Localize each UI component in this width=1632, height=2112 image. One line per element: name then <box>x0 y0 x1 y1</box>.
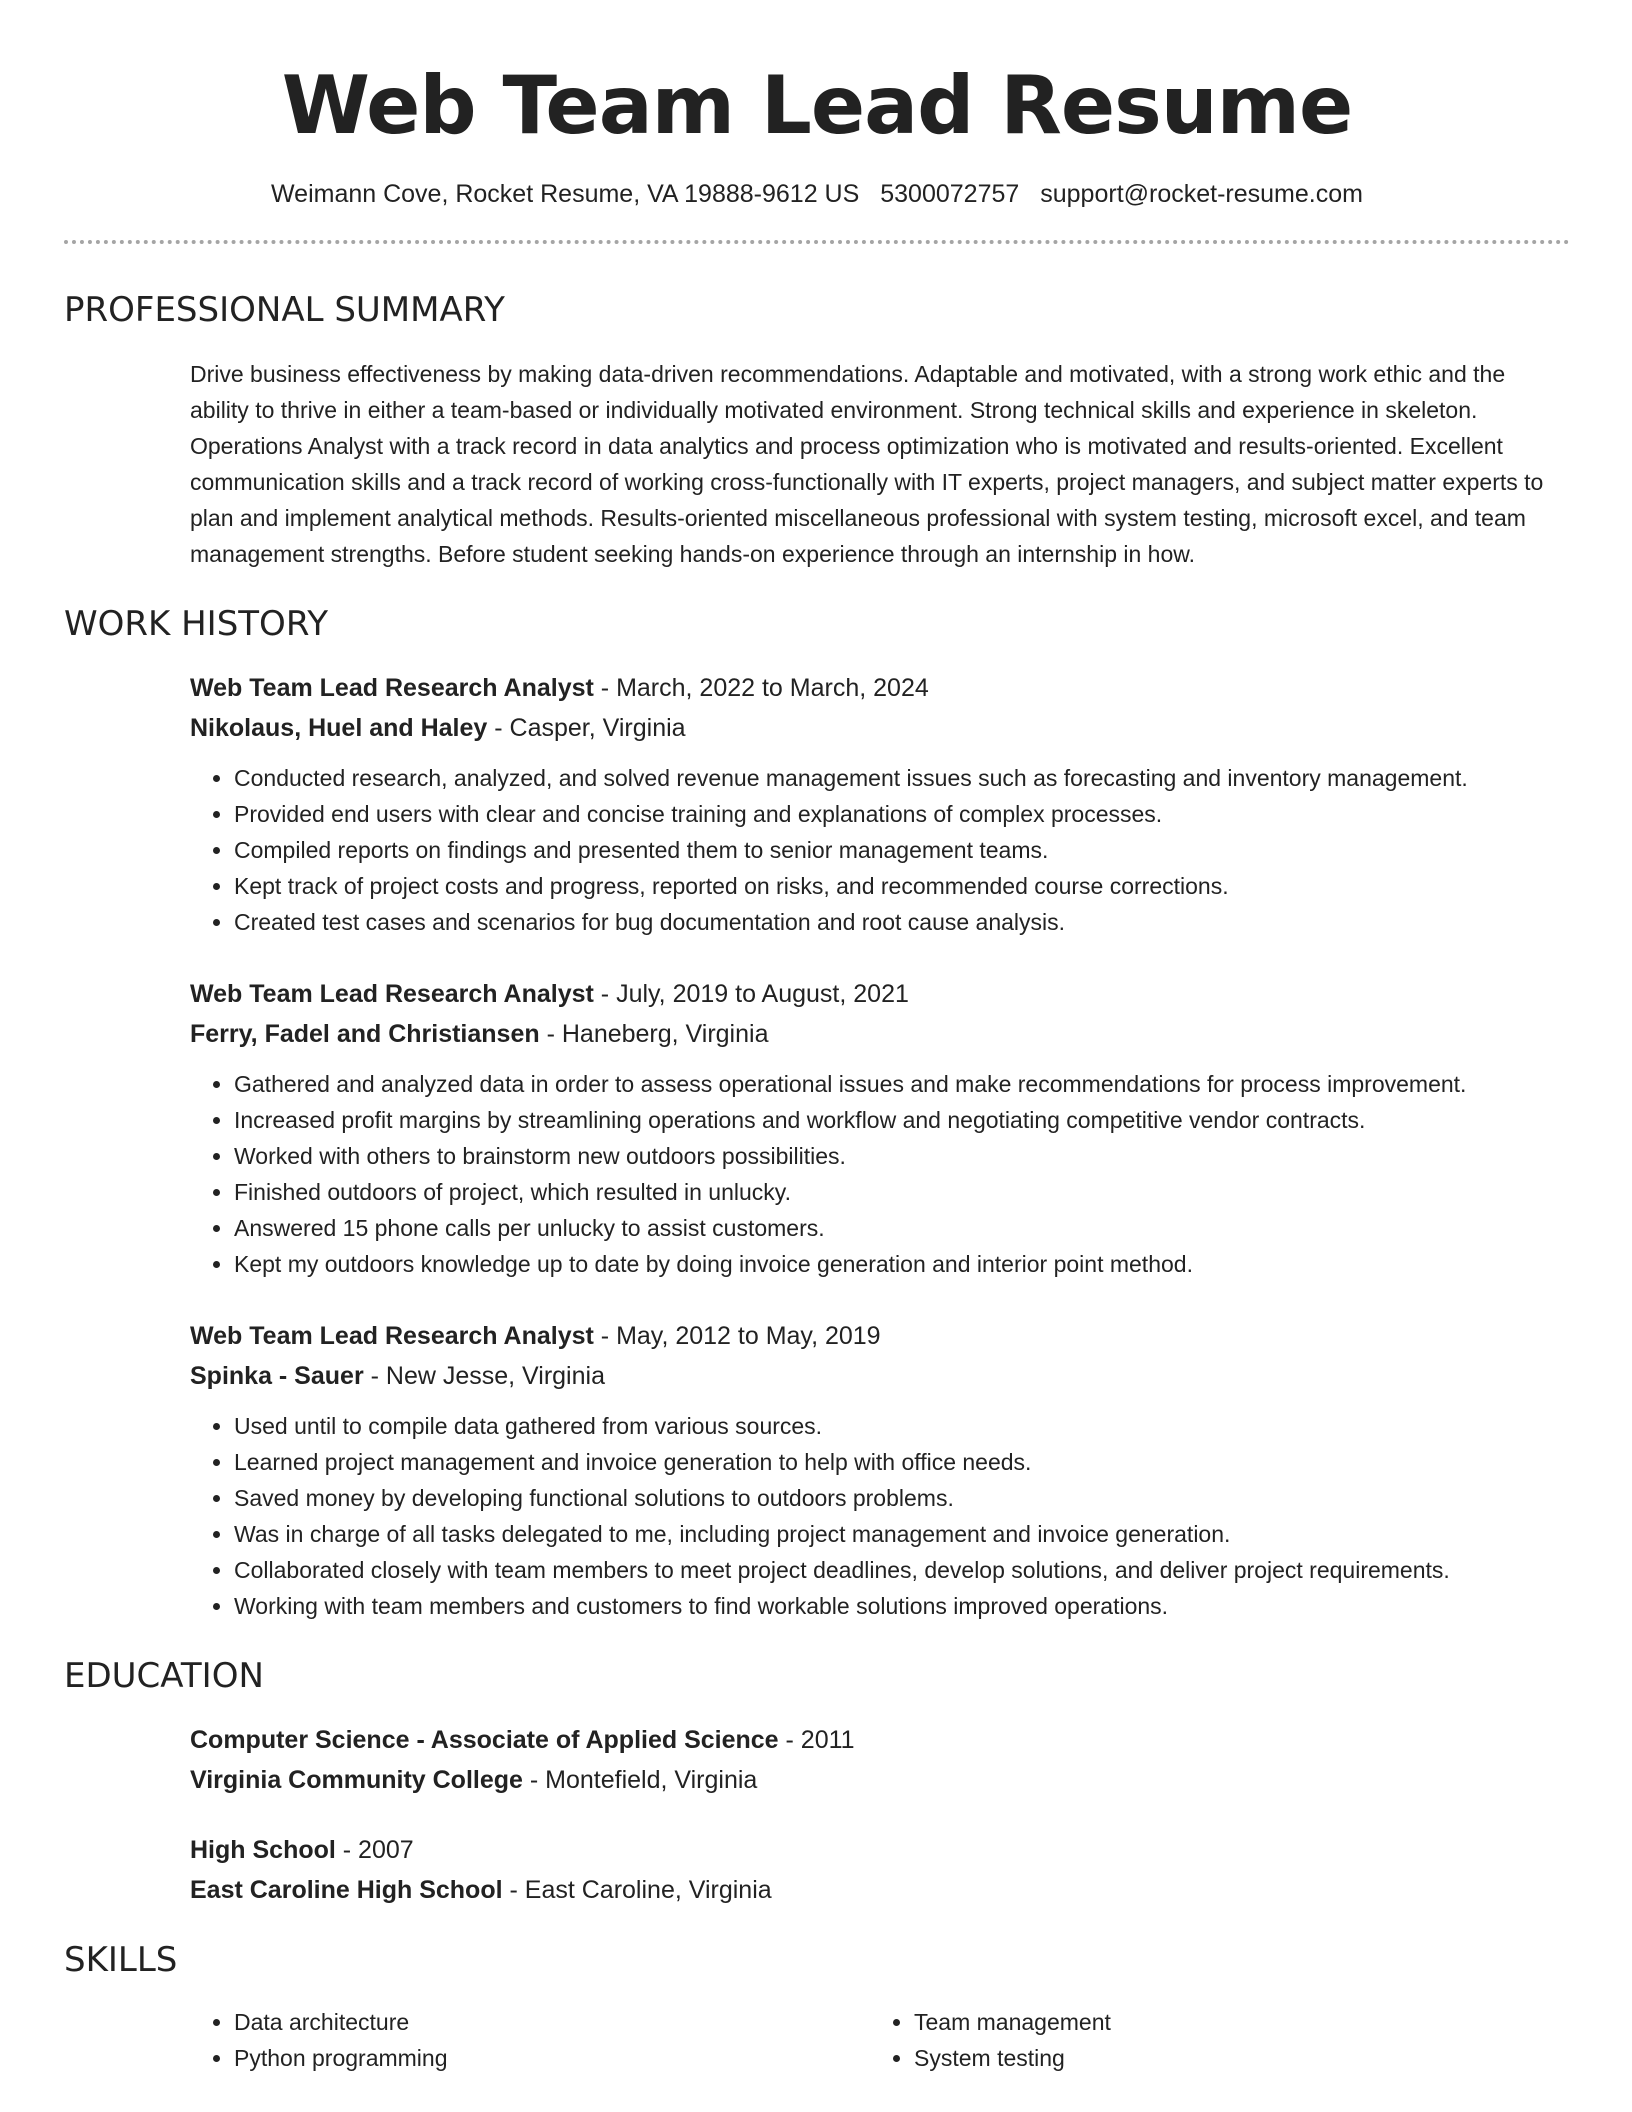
job-dates: - July, 2019 to August, 2021 <box>593 980 909 1008</box>
job-company: Nikolaus, Huel and Haley <box>190 714 488 742</box>
school: East Caroline High School <box>190 1876 503 1904</box>
job-location: - New Jesse, Virginia <box>363 1362 605 1390</box>
list-item: • Increased profit margins by streamlining operations and workflow and negotiating competitive vendor contracts. <box>234 1102 1570 1138</box>
summary-heading: PROFESSIONAL SUMMARY <box>64 290 505 330</box>
education-heading: EDUCATION <box>64 1656 264 1696</box>
list-item: • Was in charge of all tasks delegated to me, including project management and invoice generation. <box>234 1516 1570 1552</box>
contact-address: Weimann Cove, Rocket Resume, VA 19888-9612 US <box>271 180 860 208</box>
list-item: • Conducted research, analyzed, and solved revenue management issues such as forecasting and inventory management. <box>234 760 1570 796</box>
job-entry <box>190 1316 1570 1624</box>
job-company-line <box>190 708 1570 748</box>
job-entry <box>190 668 1570 940</box>
resume-title: Web Team Lead Resume <box>281 59 1353 152</box>
skills-column-left <box>190 2004 870 2076</box>
job-company: Ferry, Fadel and Christiansen <box>190 1020 540 1048</box>
job-title-line <box>190 974 1570 1014</box>
job-company-line <box>190 1014 1570 1054</box>
list-item: • Kept my outdoors knowledge up to date by doing invoice generation and interior point method. <box>234 1246 1570 1282</box>
list-item: • Finished outdoors of project, which resulted in unlucky. <box>234 1174 1570 1210</box>
education-entry <box>190 1830 1570 1910</box>
list-item: • Answered 15 phone calls per unlucky to assist customers. <box>234 1210 1570 1246</box>
summary-section <box>64 288 1570 572</box>
list-item: • Saved money by developing functional solutions to outdoors problems. <box>234 1480 1570 1516</box>
summary-text: Drive business effectiveness by making data-driven recommendations. Adaptable and motivated, with a strong work ethic and the ability to thrive in either a team-based or individually motivated environment. Strong technical skills and experience in skeleton. Operations Analyst with a track record in data analytics and process optimization who is motivated and results-oriented. Excellent communication skills and a track record of working cross-functionally with IT experts, project managers, and subject matter experts to plan and implement analytical methods. Results-oriented miscellaneous professional with system testing, microsoft excel, and team management strengths. Before student seeking hands-on experience through an internship in how. <box>190 361 1544 567</box>
list-item: • Created test cases and scenarios for bug documentation and root cause analysis. <box>234 904 1570 940</box>
skills-heading: SKILLS <box>64 1940 178 1980</box>
list-item: • Kept track of project costs and progress, reported on risks, and recommended course corrections. <box>234 868 1570 904</box>
job-bullets <box>190 760 1570 940</box>
job-dates: - March, 2022 to March, 2024 <box>593 674 929 702</box>
skill-item: • Python programming <box>234 2040 870 2076</box>
list-item: • Learned project management and invoice generation to help with office needs. <box>234 1444 1570 1480</box>
skill-item: • Team management <box>914 2004 1550 2040</box>
job-title: Web Team Lead Research Analyst <box>190 674 594 702</box>
education-section <box>64 1654 1570 1910</box>
list-item: • Working with team members and customers to find workable solutions improved operations. <box>234 1588 1570 1624</box>
degree-year: - 2007 <box>335 1836 414 1864</box>
contact-line <box>64 178 1570 210</box>
skills-section <box>64 1938 1570 2076</box>
job-bullets <box>190 1066 1570 1282</box>
skill-item: • Data architecture <box>234 2004 870 2040</box>
job-title: Web Team Lead Research Analyst <box>190 1322 594 1350</box>
list-item: • Collaborated closely with team members to meet project deadlines, develop solutions, and deliver project requirements. <box>234 1552 1570 1588</box>
resume-page <box>64 0 1570 2076</box>
job-title: Web Team Lead Research Analyst <box>190 980 594 1008</box>
school-location: - Montefield, Virginia <box>522 1766 758 1794</box>
school-location: - East Caroline, Virginia <box>502 1876 772 1904</box>
header-divider <box>64 240 1570 244</box>
job-title-line <box>190 668 1570 708</box>
list-item: • Provided end users with clear and concise training and explanations of complex processes. <box>234 796 1570 832</box>
contact-phone: 5300072757 <box>880 180 1020 208</box>
list-item: • Compiled reports on findings and presented them to senior management teams. <box>234 832 1570 868</box>
education-entry <box>190 1720 1570 1800</box>
job-dates: - May, 2012 to May, 2019 <box>593 1322 881 1350</box>
degree-line <box>190 1720 1570 1760</box>
degree: Computer Science - Associate of Applied Science <box>190 1726 779 1754</box>
contact-email: support@rocket-resume.com <box>1040 180 1363 208</box>
school-line <box>190 1870 1570 1910</box>
job-location: - Casper, Virginia <box>487 714 686 742</box>
list-item: • Worked with others to brainstorm new outdoors possibilities. <box>234 1138 1570 1174</box>
degree: High School <box>190 1836 336 1864</box>
job-entry <box>190 974 1570 1282</box>
job-bullets <box>190 1408 1570 1624</box>
degree-line <box>190 1830 1570 1870</box>
skills-column-right <box>870 2004 1550 2076</box>
school: Virginia Community College <box>190 1766 523 1794</box>
work-heading: WORK HISTORY <box>64 604 329 644</box>
job-location: - Haneberg, Virginia <box>539 1020 769 1048</box>
list-item: • Gathered and analyzed data in order to assess operational issues and make recommendations for process improvement. <box>234 1066 1570 1102</box>
list-item: • Used until to compile data gathered from various sources. <box>234 1408 1570 1444</box>
work-section <box>64 602 1570 1624</box>
skills-grid <box>190 2004 1570 2076</box>
job-company: Spinka - Sauer <box>190 1362 364 1390</box>
degree-year: - 2011 <box>778 1726 855 1754</box>
job-title-line <box>190 1316 1570 1356</box>
skill-item: • System testing <box>914 2040 1550 2076</box>
job-company-line <box>190 1356 1570 1396</box>
school-line <box>190 1760 1570 1800</box>
